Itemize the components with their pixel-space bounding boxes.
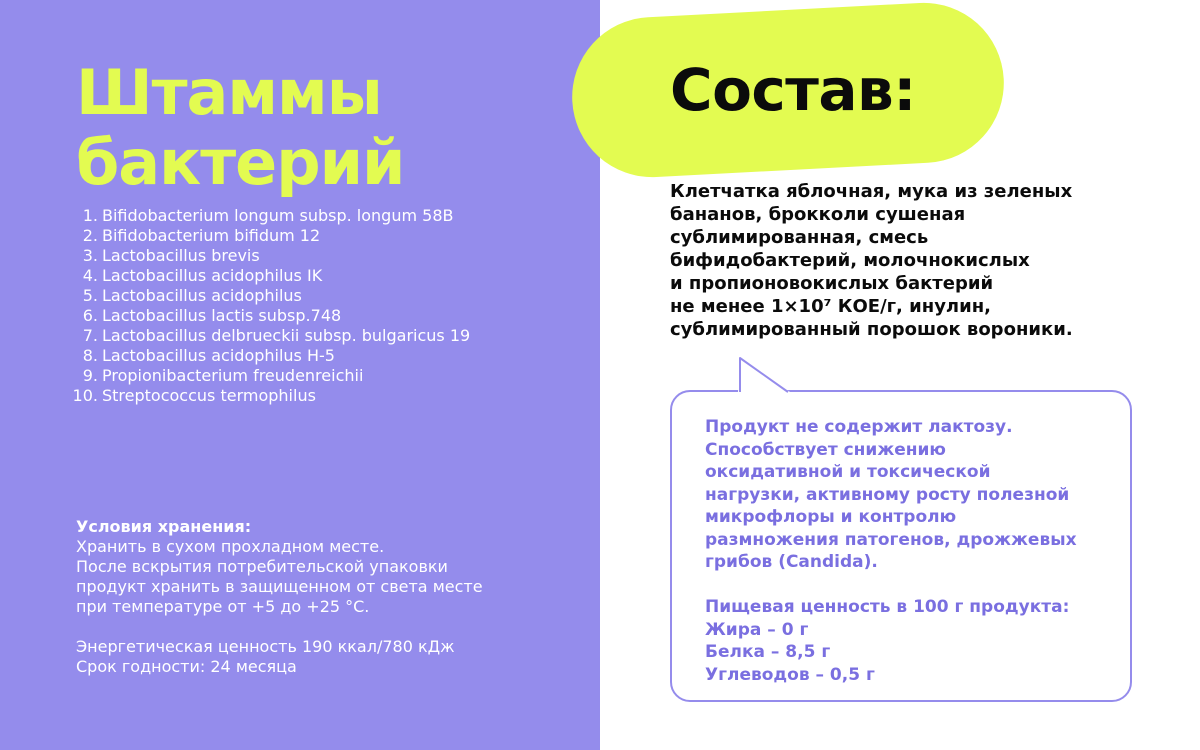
strain-name: Streptococcus termophilus: [102, 386, 316, 405]
composition-line: сублимированный порошок вороники.: [670, 319, 1073, 340]
storage-line: при температуре от +5 до +25 °С.: [76, 597, 370, 616]
note-line: микрофлоры и контролю: [705, 507, 957, 527]
composition-line: бифидобактерий, молочнокислых: [670, 250, 1030, 271]
strain-number: 7.: [82, 326, 98, 345]
strain-name: Lactobacillus acidophilus H-5: [102, 346, 335, 365]
strain-number: 10.: [72, 386, 98, 405]
note-line: оксидативной и токсической: [705, 462, 991, 482]
note-line: размножения патогенов, дрожжевых: [705, 529, 1077, 550]
strains-heading-line-2: бактерий: [76, 126, 405, 199]
spacer: [705, 574, 1125, 597]
composition-line: сублимированная, смесь: [670, 227, 929, 248]
composition-line: Клетчатка яблочная, мука из зеленых: [670, 181, 1073, 202]
strain-number: 5.: [82, 286, 98, 305]
note-line: нагрузки, активному росту полезной: [705, 484, 1070, 505]
strain-name: Propionibacterium freudenreichii: [102, 366, 364, 385]
strain-number: 8.: [82, 346, 98, 365]
strain-name: Lactobacillus lactis subsp.748: [102, 306, 342, 325]
strain-number: 2.: [82, 226, 98, 245]
energy-value: Энергетическая ценность 190 ккал/780 кДж: [76, 637, 455, 656]
strain-number: 3.: [82, 246, 98, 265]
nutrition-fat: Жира – 0 г: [705, 619, 809, 640]
strain-name: Bifidobacterium bifidum 12: [102, 226, 321, 245]
nutrition-carbs: Углеводов – 0,5 г: [705, 664, 875, 685]
storage-line: Хранить в сухом прохладном месте.: [76, 537, 385, 556]
strain-name: Bifidobacterium longum subsp. longum 58B: [102, 206, 454, 225]
composition-line: не менее 1×10⁷ КОЕ/г, инулин,: [670, 296, 992, 317]
speech-bubble-text: [705, 416, 1125, 686]
note-line: Продукт не содержит лактозу.: [705, 417, 1013, 437]
strain-number: 6.: [82, 306, 98, 325]
strain-name: Lactobacillus delbrueckii subsp. bulgaricus 19: [102, 326, 471, 345]
strain-name: Lactobacillus brevis: [102, 246, 260, 265]
strains-heading-line-1: Штаммы: [76, 56, 382, 129]
storage-title: Условия хранения:: [76, 517, 252, 536]
nutrition-protein: Белка – 8,5 г: [705, 642, 831, 662]
composition-title: Состав:: [670, 56, 916, 124]
strain-name: Lactobacillus acidophilus: [102, 286, 302, 305]
strain-name: Lactobacillus acidophilus IK: [102, 266, 323, 285]
note-line: грибов (Candida).: [705, 552, 878, 572]
note-line: Способствует снижению: [705, 439, 946, 460]
nutrition-title: Пищевая ценность в 100 г продукта:: [705, 597, 1070, 617]
storage-line: После вскрытия потребительской упаковки: [76, 557, 448, 576]
storage-line: продукт хранить в защищенном от света месте: [76, 577, 483, 596]
strain-number: 1.: [82, 206, 98, 225]
composition-line: бананов, брокколи сушеная: [670, 204, 966, 225]
strain-number: 9.: [82, 366, 98, 385]
composition-line: и пропионовокислых бактерий: [670, 273, 994, 294]
strain-number: 4.: [82, 266, 98, 285]
shelf-life: Срок годности: 24 месяца: [76, 657, 297, 676]
